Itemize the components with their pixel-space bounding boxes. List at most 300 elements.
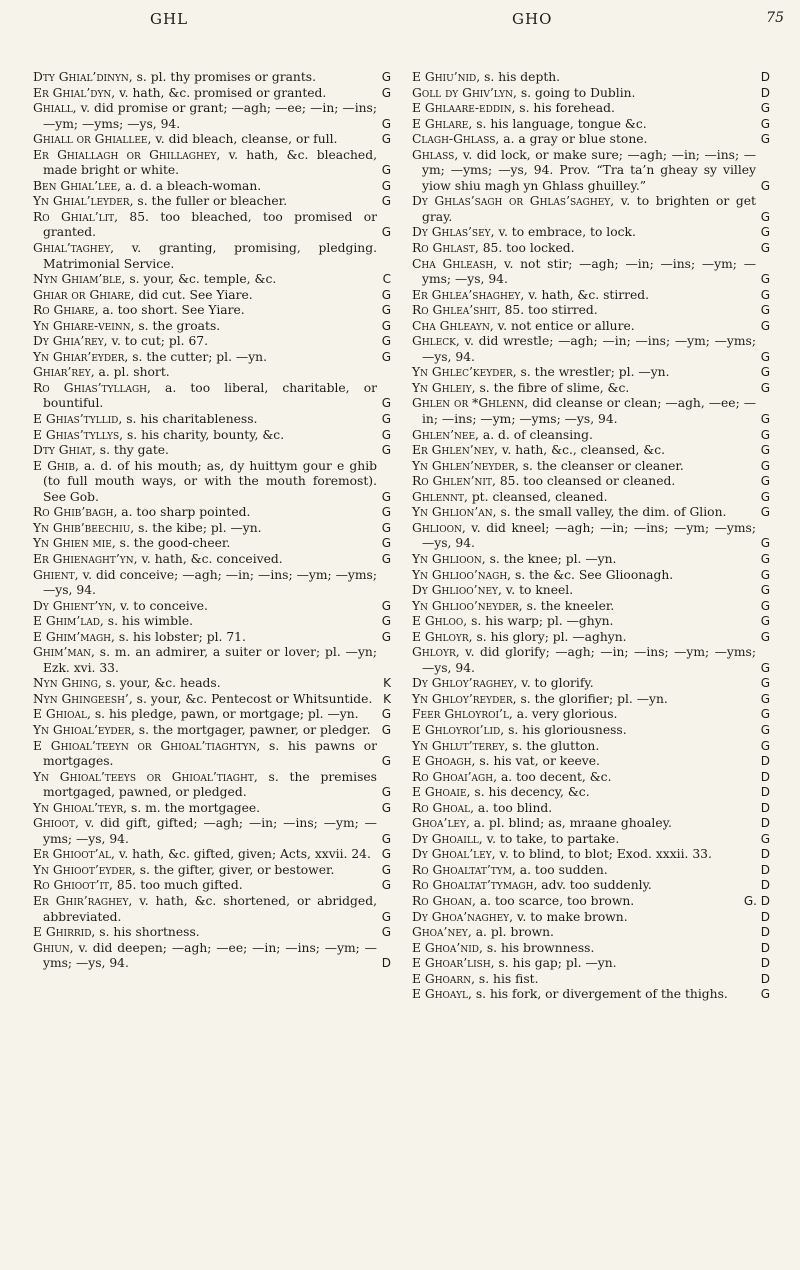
entry-definition: pt. cleansed, cleaned. [471,489,608,504]
entry-source-mark: G [381,847,391,862]
dictionary-entry [33,288,391,304]
entry-source-mark: G [381,785,391,800]
dictionary-entry [33,101,391,132]
entry-source-mark: G [381,287,391,302]
dictionary-entry [33,894,391,925]
entry-headword: Nyn Ghiam’ble, [33,272,126,287]
entry-headword: Ben Ghial’lee, [33,178,122,193]
entry-headword: E Ghioal, [33,707,91,722]
dictionary-entry [412,521,770,552]
entry-definition: v. granting, promising, pledging. Matrimonial Service. [43,241,377,271]
dictionary-entry [412,443,770,459]
entry-source-mark: D [760,878,770,893]
dictionary-entry [33,614,391,630]
entry-definition: s. the glorifier; pl. —yn. [520,691,668,706]
entry-headword: Er Ghir’raghey, [33,893,133,908]
dictionary-entry [33,941,391,972]
entry-definition: s. going to Dublin. [520,85,636,100]
entry-headword: Dty Ghiat, [33,443,96,458]
entry-definition: v. hath, &c. bleached, made bright or white. [43,147,377,178]
entry-source-mark: G. D [743,893,770,908]
entry-source-mark: G [760,583,770,598]
entry-definition: s. his pawns or mortgages. [43,738,377,769]
dictionary-entry [412,972,770,988]
entry-source-mark: G [760,116,770,131]
entry-source-mark: G [381,629,391,644]
entry-headword: E Ghim’magh, [33,629,115,644]
entry-source-mark: G [381,536,391,551]
entry-definition: v. did gift, gifted; —agh; —in; —ins; —ym; —yms; —ys, 94. [43,816,377,846]
entry-headword: Ghoa’ney, [412,925,472,940]
entry-source-mark: G [381,614,391,629]
entry-headword: Yn Ghiar’eyder, [33,349,129,364]
entry-source-mark: G [381,303,391,318]
entry-headword: Ghlen’nee, [412,427,479,442]
dictionary-entry [33,521,391,537]
entry-definition: s. his lobster; pl. 71. [118,629,246,644]
entry-headword: Yn Ghial’leyder, [33,194,134,209]
dictionary-entry [33,148,391,179]
entry-definition: v. to embrace, to lock. [498,225,636,240]
entry-headword: Dy Ghoaill, [412,831,483,846]
entry-definition: s. the wrestler; pl. —yn. [520,365,670,380]
dictionary-entry [412,288,770,304]
dictionary-entry [412,894,770,910]
entry-definition: v. did promise or grant; —agh; —ee; —in; —ins; —ym; —yms; —ys, 94. [43,101,377,131]
entry-source-mark: G [760,722,770,737]
dictionary-entry [33,770,391,801]
entry-definition: a. pl. blind; as, mraane ghoaley. [473,816,672,831]
entry-headword: Dy Ghient’yn, [33,598,117,613]
entry-headword: Nyn Ghingeesh’, [33,691,133,706]
entry-headword: Feer Ghloyroi’l, [412,707,513,722]
entry-definition: v. hath, &c. promised or granted. [119,85,327,100]
entry-source-mark: G [760,132,770,147]
dictionary-entry [33,676,391,692]
entry-headword: Yn Ghlioon, [412,551,486,566]
entry-headword: Dy Ghlas’sey, [412,225,495,240]
dictionary-entry [412,910,770,926]
dictionary-entry [412,148,770,195]
entry-source-mark: G [381,116,391,131]
entry-headword: Ghiun, [33,940,74,955]
entry-source-mark: D [760,754,770,769]
entry-headword: Yn Ghloy’reyder, [412,691,517,706]
entry-source-mark: D [760,971,770,986]
dictionary-entry [412,257,770,288]
dictionary-entry [412,941,770,957]
entry-headword: E Ghlare, [412,116,473,131]
entry-headword: E Ghloyroi’lid, [412,722,505,737]
entry-headword: Dy Ghloy’raghey, [412,676,518,691]
dictionary-entry [33,272,391,288]
entry-definition: v. hath, &c. stirred. [528,287,650,302]
dictionary-entry [33,70,391,86]
entry-definition: s. the kibe; pl. —yn. [138,520,262,535]
dictionary-entry [412,334,770,365]
entry-source-mark: G [381,443,391,458]
entry-headword: Ghiar’rey, [33,365,95,380]
entry-definition: v. to kneel. [505,583,574,598]
right-column [412,70,770,1003]
entry-source-mark: G [760,536,770,551]
entry-headword: Yn Ghiare-veinn, [33,318,135,333]
dictionary-entry [33,210,391,241]
entry-headword: E Ghim’lad, [33,614,104,629]
dictionary-entry [412,956,770,972]
entry-definition: s. his warp; pl. —ghyn. [471,614,614,629]
entry-headword: Clagh-Ghlass, [412,132,500,147]
entry-source-mark: G [381,178,391,193]
entry-headword: Yn Ghleiy, [412,380,476,395]
entry-source-mark: G [381,349,391,364]
entry-source-mark: G [381,722,391,737]
entry-definition: a. too short. See Yiare. [102,303,245,318]
entry-headword: E Ghiu’nid, [412,70,481,84]
header-left-guideword: GHL [150,10,189,28]
dictionary-entry [33,303,391,319]
entry-source-mark: G [760,987,770,1002]
dictionary-entry [412,925,770,941]
entry-headword: Ghloyr, [412,645,460,660]
dictionary-entry [33,801,391,817]
entry-definition: v. did wrestle; —agh; —in; —ins; —ym; —yms; —ys, 94. [422,334,756,364]
entry-headword: Dy Ghlas’sagh or Ghlas’saghey, [412,194,615,209]
entry-headword: E Ghoayl, [412,987,472,1002]
dictionary-entry [412,614,770,630]
entry-source-mark: D [760,769,770,784]
entry-definition: s. his wimble. [107,614,194,629]
entry-source-mark: D [760,800,770,815]
entry-headword: Ghial’taghey, [33,241,115,256]
entry-definition: v. hath, &c. conceived. [141,551,283,566]
dictionary-entry [33,707,391,723]
dictionary-entry [412,583,770,599]
entry-definition: v. did glorify; —agh; —in; —ins; —ym; —yms; —ys, 94. [422,645,756,675]
dictionary-entry [412,490,770,506]
dictionary-entry [412,754,770,770]
dictionary-entry [33,847,391,863]
entry-definition: s. pl. thy promises or grants. [136,70,316,84]
entry-headword: Ro Ghlea’shit, [412,303,501,318]
entry-definition: s. the cleanser or cleaner. [522,458,684,473]
dictionary-entry [412,428,770,444]
entry-definition: s. m. the mortgagee. [131,800,261,815]
entry-headword: Yn Ghlut’terey, [412,738,509,753]
dictionary-entry [33,319,391,335]
entry-definition: s. his gap; pl. —yn. [498,956,617,971]
entry-headword: Ghlen or *Ghlenn, [412,396,529,411]
entry-definition: s. his fork, or divergement of the thighs. [475,987,728,1002]
dictionary-entry [412,365,770,381]
page-header [0,10,800,36]
entry-source-mark: G [381,396,391,411]
entry-definition: s. the glutton. [512,738,600,753]
dictionary-entry [412,396,770,427]
dictionary-entry [412,70,770,86]
entry-source-mark: G [381,707,391,722]
entry-source-mark: G [381,85,391,100]
dictionary-entry [412,459,770,475]
entry-headword: Ghiall, [33,101,77,116]
entry-source-mark: G [760,458,770,473]
entry-source-mark: G [381,132,391,147]
entry-definition: v. hath, &c. gifted, given; Acts, xxvii. 24. [118,847,371,862]
entry-headword: Yn Ghien mie, [33,536,116,551]
entry-headword: Ghiar or Ghiare, [33,287,135,302]
entry-definition: v. hath, &c. shortened, or abridged, abbreviated. [43,893,377,924]
entry-source-mark: G [381,862,391,877]
dictionary-entry [412,86,770,102]
entry-source-mark: G [381,878,391,893]
dictionary-entry [412,101,770,117]
dictionary-entry [33,412,391,428]
dictionary-entry [412,863,770,879]
entry-source-mark: D [381,956,391,971]
entry-headword: Goll dy Ghiv’lyn, [412,85,517,100]
entry-definition: s. his forehead. [519,101,615,116]
entry-source-mark: G [760,380,770,395]
entry-headword: Ghlioon, [412,520,466,535]
entry-definition: v. to brighten or get gray. [422,194,756,224]
entry-headword: Ghient, [33,567,79,582]
entry-definition: a. d. of cleansing. [482,427,593,442]
entry-definition: a. very glorious. [516,707,618,722]
entry-definition: v. did kneel; —agh; —in; —ins; —ym; —yms; —ys, 94. [422,520,756,551]
entry-headword: Cha Ghleayn, [412,318,494,333]
entry-headword: E Ghioal’teeyn or Ghioal’tiaghtyn, [33,738,261,753]
entry-headword: E Ghoa’nid, [412,940,483,955]
entry-source-mark: G [381,318,391,333]
dictionary-entry [412,832,770,848]
entry-definition: s. his charitableness. [126,412,258,427]
dictionary-entry [412,599,770,615]
entry-definition: a. pl. brown. [475,925,554,940]
entry-definition: adv. too suddenly. [541,878,652,893]
entry-headword: Ro Ghial’lit, [33,209,119,224]
entry-headword: E Ghias’tyllys, [33,427,124,442]
entry-source-mark: G [381,489,391,504]
dictionary-entry [412,847,770,863]
entry-definition: a. too sudden. [519,862,608,877]
entry-definition: s. the fuller or bleacher. [137,194,288,209]
entry-definition: v. to cut; pl. 67. [111,334,209,349]
entry-source-mark: D [760,956,770,971]
page-number: 75 [766,10,784,26]
entry-definition: s. the good-cheer. [119,536,231,551]
entry-source-mark: G [381,909,391,924]
entry-source-mark: G [760,831,770,846]
dictionary-entry [33,459,391,506]
entry-headword: Ro Ghias’tyllagh, [33,380,151,395]
dictionary-entry [33,536,391,552]
entry-definition: v. to conceive. [119,598,208,613]
entry-headword: E Ghoaie, [412,785,471,800]
entry-source-mark: G [760,303,770,318]
dictionary-entry [412,816,770,832]
entry-definition: s. the knee; pl. —yn. [489,551,617,566]
dictionary-entry [412,801,770,817]
entry-definition: s. his pledge, pawn, or mortgage; pl. —yn. [94,707,359,722]
dictionary-entry [33,630,391,646]
dictionary-entry [412,739,770,755]
entry-headword: Er Ghial’dyn, [33,85,116,100]
entry-headword: Ro Ghiare, [33,303,99,318]
dictionary-entry [412,692,770,708]
dictionary-entry [412,381,770,397]
dictionary-entry [33,925,391,941]
entry-headword: Yn Ghlec’keyder, [412,365,517,380]
entry-source-mark: G [381,520,391,535]
entry-source-mark: G [381,194,391,209]
dictionary-entry [412,474,770,490]
entry-headword: Er Ghiallagh or Ghillaghey, [33,147,221,162]
entry-headword: Dty Ghial’dinyn, [33,70,133,84]
entry-source-mark: D [760,70,770,84]
entry-source-mark: D [760,847,770,862]
entry-headword: Ghiall or Ghiallee, [33,132,152,147]
entry-source-mark: G [381,551,391,566]
dictionary-entry [412,225,770,241]
entry-headword: Ro Ghoai’agh, [412,769,498,784]
entry-definition: s. the premises mortgaged, pawned, or pledged. [43,769,377,800]
entry-source-mark: G [760,427,770,442]
entry-definition: a. pl. short. [98,365,170,380]
dictionary-entry [33,878,391,894]
entry-source-mark: G [760,629,770,644]
left-column [33,70,391,972]
dictionary-entry [33,692,391,708]
entry-headword: Ghlass, [412,147,459,162]
entry-headword: Ro Ghoaltat’tym, [412,862,516,877]
entry-source-mark: G [760,691,770,706]
entry-headword: E Ghirrid, [33,925,96,940]
entry-definition: v. did bleach, cleanse, or full. [155,132,338,147]
dictionary-entry [33,599,391,615]
entry-headword: E Ghoarn, [412,971,475,986]
entry-source-mark: G [760,567,770,582]
entry-definition: 85. too locked. [482,241,575,256]
entry-definition: v. did lock, or make sure; —agh; —in; —ins; —ym; —yms; —ys, 94. Prov. “Tra ta’n gheay sy villey yiow shiu magh yn Ghlass ghuilley.” [422,147,756,193]
entry-definition: s. his gloriousness. [508,722,627,737]
entry-source-mark: D [760,785,770,800]
entry-headword: Yn Ghioal’teeys or Ghioal’tiaght, [33,769,258,784]
entry-headword: E Ghlaare-eddin, [412,101,516,116]
entry-source-mark: G [381,800,391,815]
entry-definition: s. his charity, bounty, &c. [126,427,285,442]
entry-headword: Yn Ghib’beechiu, [33,520,135,535]
entry-headword: Dy Ghia’rey, [33,334,108,349]
entry-headword: Er Ghienaght’yn, [33,551,138,566]
dictionary-entry [412,723,770,739]
dictionary-entry [412,505,770,521]
dictionary-entry [33,552,391,568]
entry-source-mark: G [760,349,770,364]
entry-headword: Yn Ghioal’teyr, [33,800,128,815]
entry-headword: E Ghloyr, [412,629,473,644]
entry-source-mark: G [381,831,391,846]
dictionary-entry [412,645,770,676]
entry-source-mark: D [760,940,770,955]
dictionary-entry [33,568,391,599]
entry-definition: 85. too bleached, too promised or granted. [43,209,377,240]
entry-source-mark: G [760,365,770,380]
entry-definition: s. your, &c. Pentecost or Whitsuntide. [136,691,373,706]
entry-definition: a. too scarce, too brown. [479,893,635,908]
entry-source-mark: G [760,676,770,691]
dictionary-entry [412,878,770,894]
entry-headword: Ghoa’ley, [412,816,470,831]
entry-source-mark: G [760,660,770,675]
entry-source-mark: K [383,676,391,691]
dictionary-entry [33,132,391,148]
entry-definition: a. too decent, &c. [500,769,612,784]
dictionary-entry [33,863,391,879]
entry-source-mark: G [760,551,770,566]
entry-headword: Yn Ghioal’eyder, [33,722,135,737]
entry-source-mark: G [760,318,770,333]
entry-headword: Dy Ghoal’ley, [412,847,496,862]
entry-definition: s. his glory; pl. —aghyn. [476,629,627,644]
entry-source-mark: G [760,225,770,240]
entry-headword: E Ghib, [33,458,79,473]
entry-source-mark: D [760,85,770,100]
entry-definition: 85. too stirred. [504,303,598,318]
entry-headword: Ghioot, [33,816,79,831]
entry-source-mark: G [760,707,770,722]
entry-headword: Yn Ghlioo’nagh, [412,567,512,582]
entry-source-mark: G [760,614,770,629]
entry-definition: s. his fist. [478,971,539,986]
dictionary-entry [33,816,391,847]
dictionary-entry [33,443,391,459]
entry-definition: s. the mortgager, pawner, or pledger. [138,722,371,737]
entry-source-mark: G [760,738,770,753]
entry-definition: a. too sharp pointed. [121,505,251,520]
entry-headword: Er Ghlea’shaghey, [412,287,525,302]
entry-definition: s. your, &c. temple, &c. [129,272,277,287]
entry-source-mark: G [381,754,391,769]
entry-headword: Yn Ghlioo’neyder, [412,598,523,613]
dictionary-entry [412,132,770,148]
entry-definition: s. thy gate. [99,443,169,458]
dictionary-entry [33,739,391,770]
entry-headword: Ro Ghoan, [412,893,476,908]
entry-definition: 85. too much gifted. [116,878,243,893]
entry-definition: a. a gray or blue stone. [503,132,648,147]
entry-source-mark: D [760,816,770,831]
entry-source-mark: G [381,427,391,442]
entry-headword: Ghlennt, [412,489,468,504]
entry-source-mark: G [760,598,770,613]
entry-source-mark: G [760,287,770,302]
entry-headword: Ro Ghlen’nit, [412,474,496,489]
entry-headword: E Ghloo, [412,614,468,629]
dictionary-entry [33,86,391,102]
entry-headword: Ro Ghioot’it, [33,878,113,893]
entry-definition: v. did conceive; —agh; —in; —ins; —ym; —yms; —ys, 94. [43,567,377,598]
entry-headword: Ro Ghoal, [412,800,474,815]
entry-headword: Er Ghlen’ney, [412,443,498,458]
entry-source-mark: G [381,70,391,84]
entry-definition: s. the small valley, the dim. of Glion. [500,505,727,520]
dictionary-entry [412,241,770,257]
entry-source-mark: G [760,101,770,116]
entry-definition: s. the gifter, giver, or bestower. [139,862,335,877]
entry-source-mark: G [381,505,391,520]
entry-headword: Er Ghioot’al, [33,847,115,862]
entry-headword: Dy Ghlioo’ney, [412,583,502,598]
